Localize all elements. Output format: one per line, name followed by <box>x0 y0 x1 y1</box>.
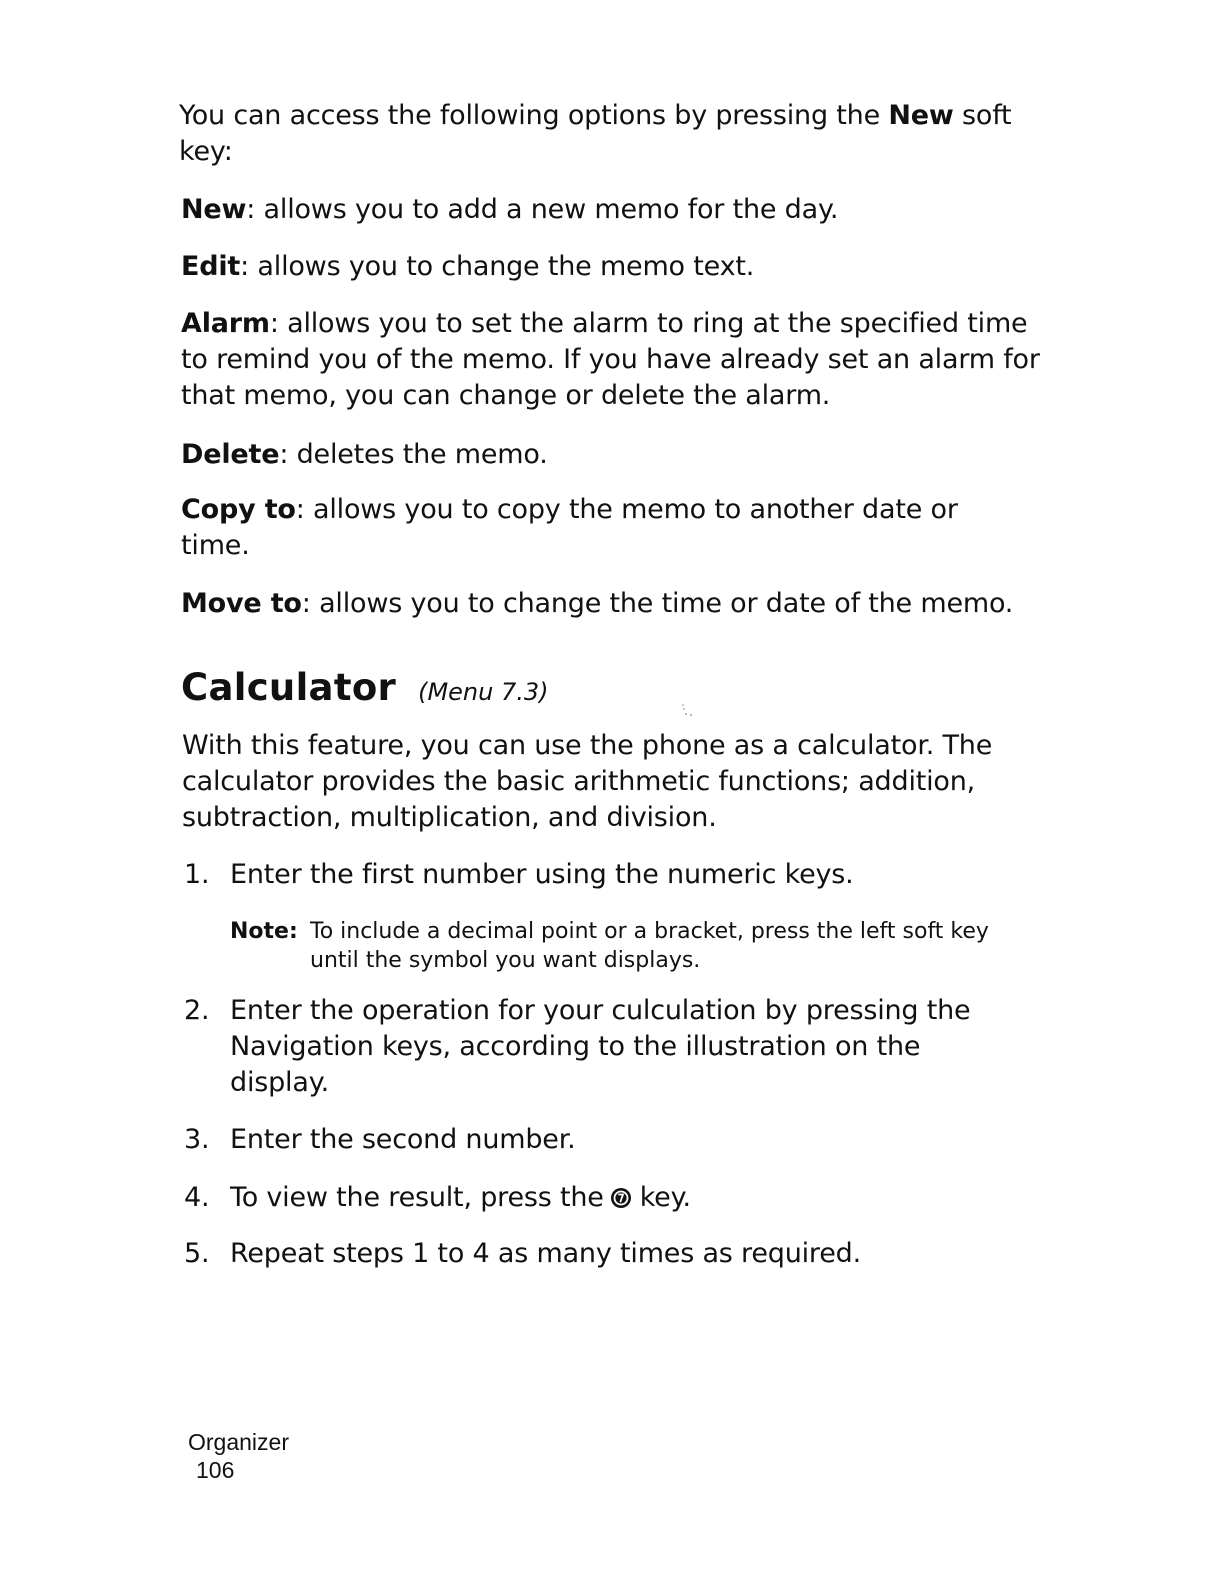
intro-key-name: New <box>888 100 954 131</box>
intro-text-before: You can access the following options by pressing the <box>179 100 889 131</box>
option-delete <box>181 437 1051 473</box>
scan-speck-mark <box>680 703 694 717</box>
option-description: : allows you to change the time or date of the memo. <box>301 588 1014 619</box>
option-edit <box>181 249 1051 285</box>
option-term: New <box>181 194 247 225</box>
step-item <box>184 1180 1044 1220</box>
option-copy-to <box>181 492 1011 564</box>
page-footer <box>188 1428 289 1484</box>
page-number: 106 <box>196 1457 235 1483</box>
step-text: Enter the second number. <box>230 1124 576 1155</box>
section-title: Calculator <box>181 666 397 709</box>
step-text: Enter the first number using the numeric keys. <box>230 859 854 890</box>
option-description: : deletes the memo. <box>279 439 548 470</box>
step-text-after: key. <box>639 1182 691 1213</box>
option-new <box>181 192 1051 228</box>
intro-paragraph <box>179 98 1049 170</box>
option-description: : allows you to copy the memo to another date or time. <box>181 494 958 561</box>
step-number: 2. <box>184 995 210 1026</box>
intro-text-after: soft key: <box>179 100 1012 167</box>
option-term: Delete <box>181 439 280 470</box>
step-text-before: To view the result, press the <box>230 1182 604 1213</box>
option-description: : allows you to change the memo text. <box>240 251 755 282</box>
ok-key-icon <box>610 1187 632 1209</box>
note-text: To include a decimal point or a bracket, press the left soft key until the symbol you want displays. <box>310 919 989 973</box>
option-term: Copy to <box>181 494 296 525</box>
step-number: 3. <box>184 1124 210 1155</box>
option-term: Edit <box>181 251 241 282</box>
option-term: Move to <box>181 588 302 619</box>
menu-reference: (Menu 7.3) <box>418 678 549 706</box>
step-number: 4. <box>184 1182 210 1213</box>
option-description: : allows you to set the alarm to ring at the specified time to remind you of the memo. If you have already set an alarm for that memo, you can change or delete the alarm. <box>181 308 1040 411</box>
step-number: 5. <box>184 1238 210 1269</box>
section-description: With this feature, you can use the phone as a calculator. The calculator provides the basic arithmetic functions; addition, subtraction, multiplication, and division. <box>182 730 993 833</box>
step-item <box>184 1236 1044 1276</box>
step-number: 1. <box>184 859 210 890</box>
step-text: Repeat steps 1 to 4 as many times as required. <box>230 1238 861 1269</box>
step-item <box>184 993 1044 1103</box>
note-label: Note: <box>230 919 298 944</box>
footer-section-name: Organizer <box>188 1429 289 1455</box>
step-item <box>184 857 1044 897</box>
option-description: : allows you to add a new memo for the day. <box>246 194 839 225</box>
option-move-to <box>181 586 1061 622</box>
section-heading <box>181 666 549 709</box>
step-text <box>230 1180 1020 1216</box>
step-text: Enter the operation for your culculation by pressing the Navigation keys, according to the illustration on the display. <box>230 995 971 1098</box>
option-term: Alarm <box>181 308 270 339</box>
option-alarm <box>181 306 1041 414</box>
step-item <box>184 1122 1044 1162</box>
